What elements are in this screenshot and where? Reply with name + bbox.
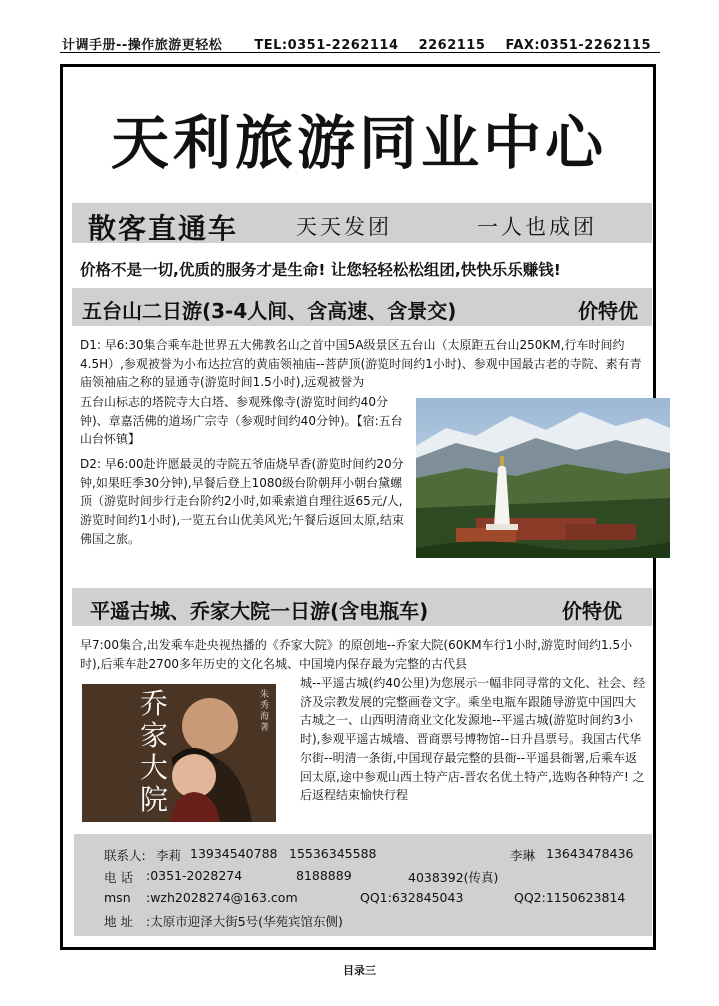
contact-tel3: 4038392(传真) <box>408 870 499 885</box>
header-rule <box>60 52 660 53</box>
tour1-day1: D1: 早6:30集合乘车赴世界五大佛教名山之首中国5A级景区五台山（太原距五台山250KM,行车时间约4.5H）,参观被誉为小布达拉宫的黄庙领袖庙--菩萨顶(游览时间约1小时)、参观中国最古老的寺院、素有青庙领袖庙之称的显通寺(游览时间1.5小时),远观被誉为 <box>80 338 642 390</box>
banner-bar <box>72 203 652 243</box>
contact-phone3: 13643478436 <box>546 846 634 861</box>
tour1-price: 价特优 <box>578 299 638 323</box>
tour1-day2: D2: 早6:00赴许愿最灵的寺院五爷庙烧早香(游览时间约20分钟,如果旺季30分钟),早餐后登上1080级台阶朝拜小朝台黛螺顶（游览时间步行走台阶约2小时,如乘索道自理往返65元/人,游览时间约1小时),一览五台山优美风光;午餐后返回太原,结束佛国之旅。 <box>80 457 404 546</box>
banner-sub1: 天天发团 <box>296 215 392 239</box>
header-tel: TEL:0351-2262114 <box>254 38 399 53</box>
slogan-line: 价格不是一切,优质的服务才是生命! 让您轻轻松松组团,快快乐乐赚钱! <box>80 261 561 279</box>
page-footer: 目录三 <box>343 964 376 977</box>
contact-phone1: 13934540788 <box>190 846 278 861</box>
header-tel2: 2262115 <box>418 38 486 53</box>
tour1-header <box>72 288 652 326</box>
contact-person1: 李莉 <box>156 848 182 863</box>
banner-sub2: 一人也成团 <box>477 215 597 239</box>
contact-tel2: 8188889 <box>296 868 352 883</box>
tour2-text-top: 早7:00集合,出发乘车赴央视热播的《乔家大院》的原创地--乔家大院(60KM车行1小时,游览时间约1.5小时),后乘车赴2700多年历史的文化名城、中国境内保存最为完整的古代县 <box>80 638 633 671</box>
contact-tel-label: 电 话 <box>104 870 133 885</box>
poster-art <box>82 684 276 822</box>
header-fax: FAX:0351-2262115 <box>505 38 652 53</box>
banner-main: 散客直通车 <box>88 212 239 245</box>
wutaishan-photo <box>416 398 670 558</box>
contact-person2: 李琳 <box>510 848 536 863</box>
header-line <box>62 34 651 53</box>
tour1-day1-cont: 五台山标志的塔院寺大白塔、参观殊像寺(游览时间约40分钟)、章嘉活佛的道场广宗寺（参观时间约40分钟)。【宿:五台山台怀镇】 <box>80 395 403 447</box>
contact-tel1: :0351-2028274 <box>146 868 243 883</box>
contact-qq1: QQ1:632845043 <box>360 890 464 905</box>
header-slogan: 计调手册--操作旅游更轻松 <box>62 38 223 53</box>
tour2-price: 价特优 <box>562 599 622 623</box>
contact-msn: :wzh2028274@163.com <box>146 890 298 905</box>
qiaojia-poster <box>82 684 276 822</box>
tour1-title: 五台山二日游(3-4人间、含高速、含景交) <box>82 299 457 323</box>
contact-msn-label: msn <box>104 890 131 905</box>
contact-addr: :太原市迎泽大街5号(华苑宾馆东侧) <box>146 914 343 929</box>
tour2-text-side: 城--平遥古城(约40公里)为您展示一幅非同寻常的文化、社会、经济及宗教发展的完整画卷文字。乘坐电瓶车跟随导游览中国四大古城之一、山西明清商业文化发源地--平遥古城(游览时间约3小时),参观平遥古城墙、晋商票号博物馆--日升昌票号。我国古代华尔街--明清一条街,中国现存最完整的县衙--平遥县衙署,后乘车返回太原,途中参观山西土特产店-晋农名优土特产,选购各种特产! 之后返程结束愉快行程 <box>300 676 646 803</box>
poster-author: 朱秀海 著 <box>260 690 270 733</box>
contact-phone2: 15536345588 <box>289 846 377 861</box>
contact-person-label: 联系人: <box>104 848 146 863</box>
contact-qq2: QQ2:1150623814 <box>514 890 626 905</box>
page-title: 天利旅游同业中心 <box>110 109 607 177</box>
contact-box <box>74 834 652 936</box>
tour2-title: 平遥古城、乔家大院一日游(含电瓶车) <box>90 599 429 623</box>
tour2-header <box>72 588 652 626</box>
poster-title: 乔家大院 <box>140 687 169 816</box>
contact-addr-label: 地 址 <box>104 914 133 929</box>
